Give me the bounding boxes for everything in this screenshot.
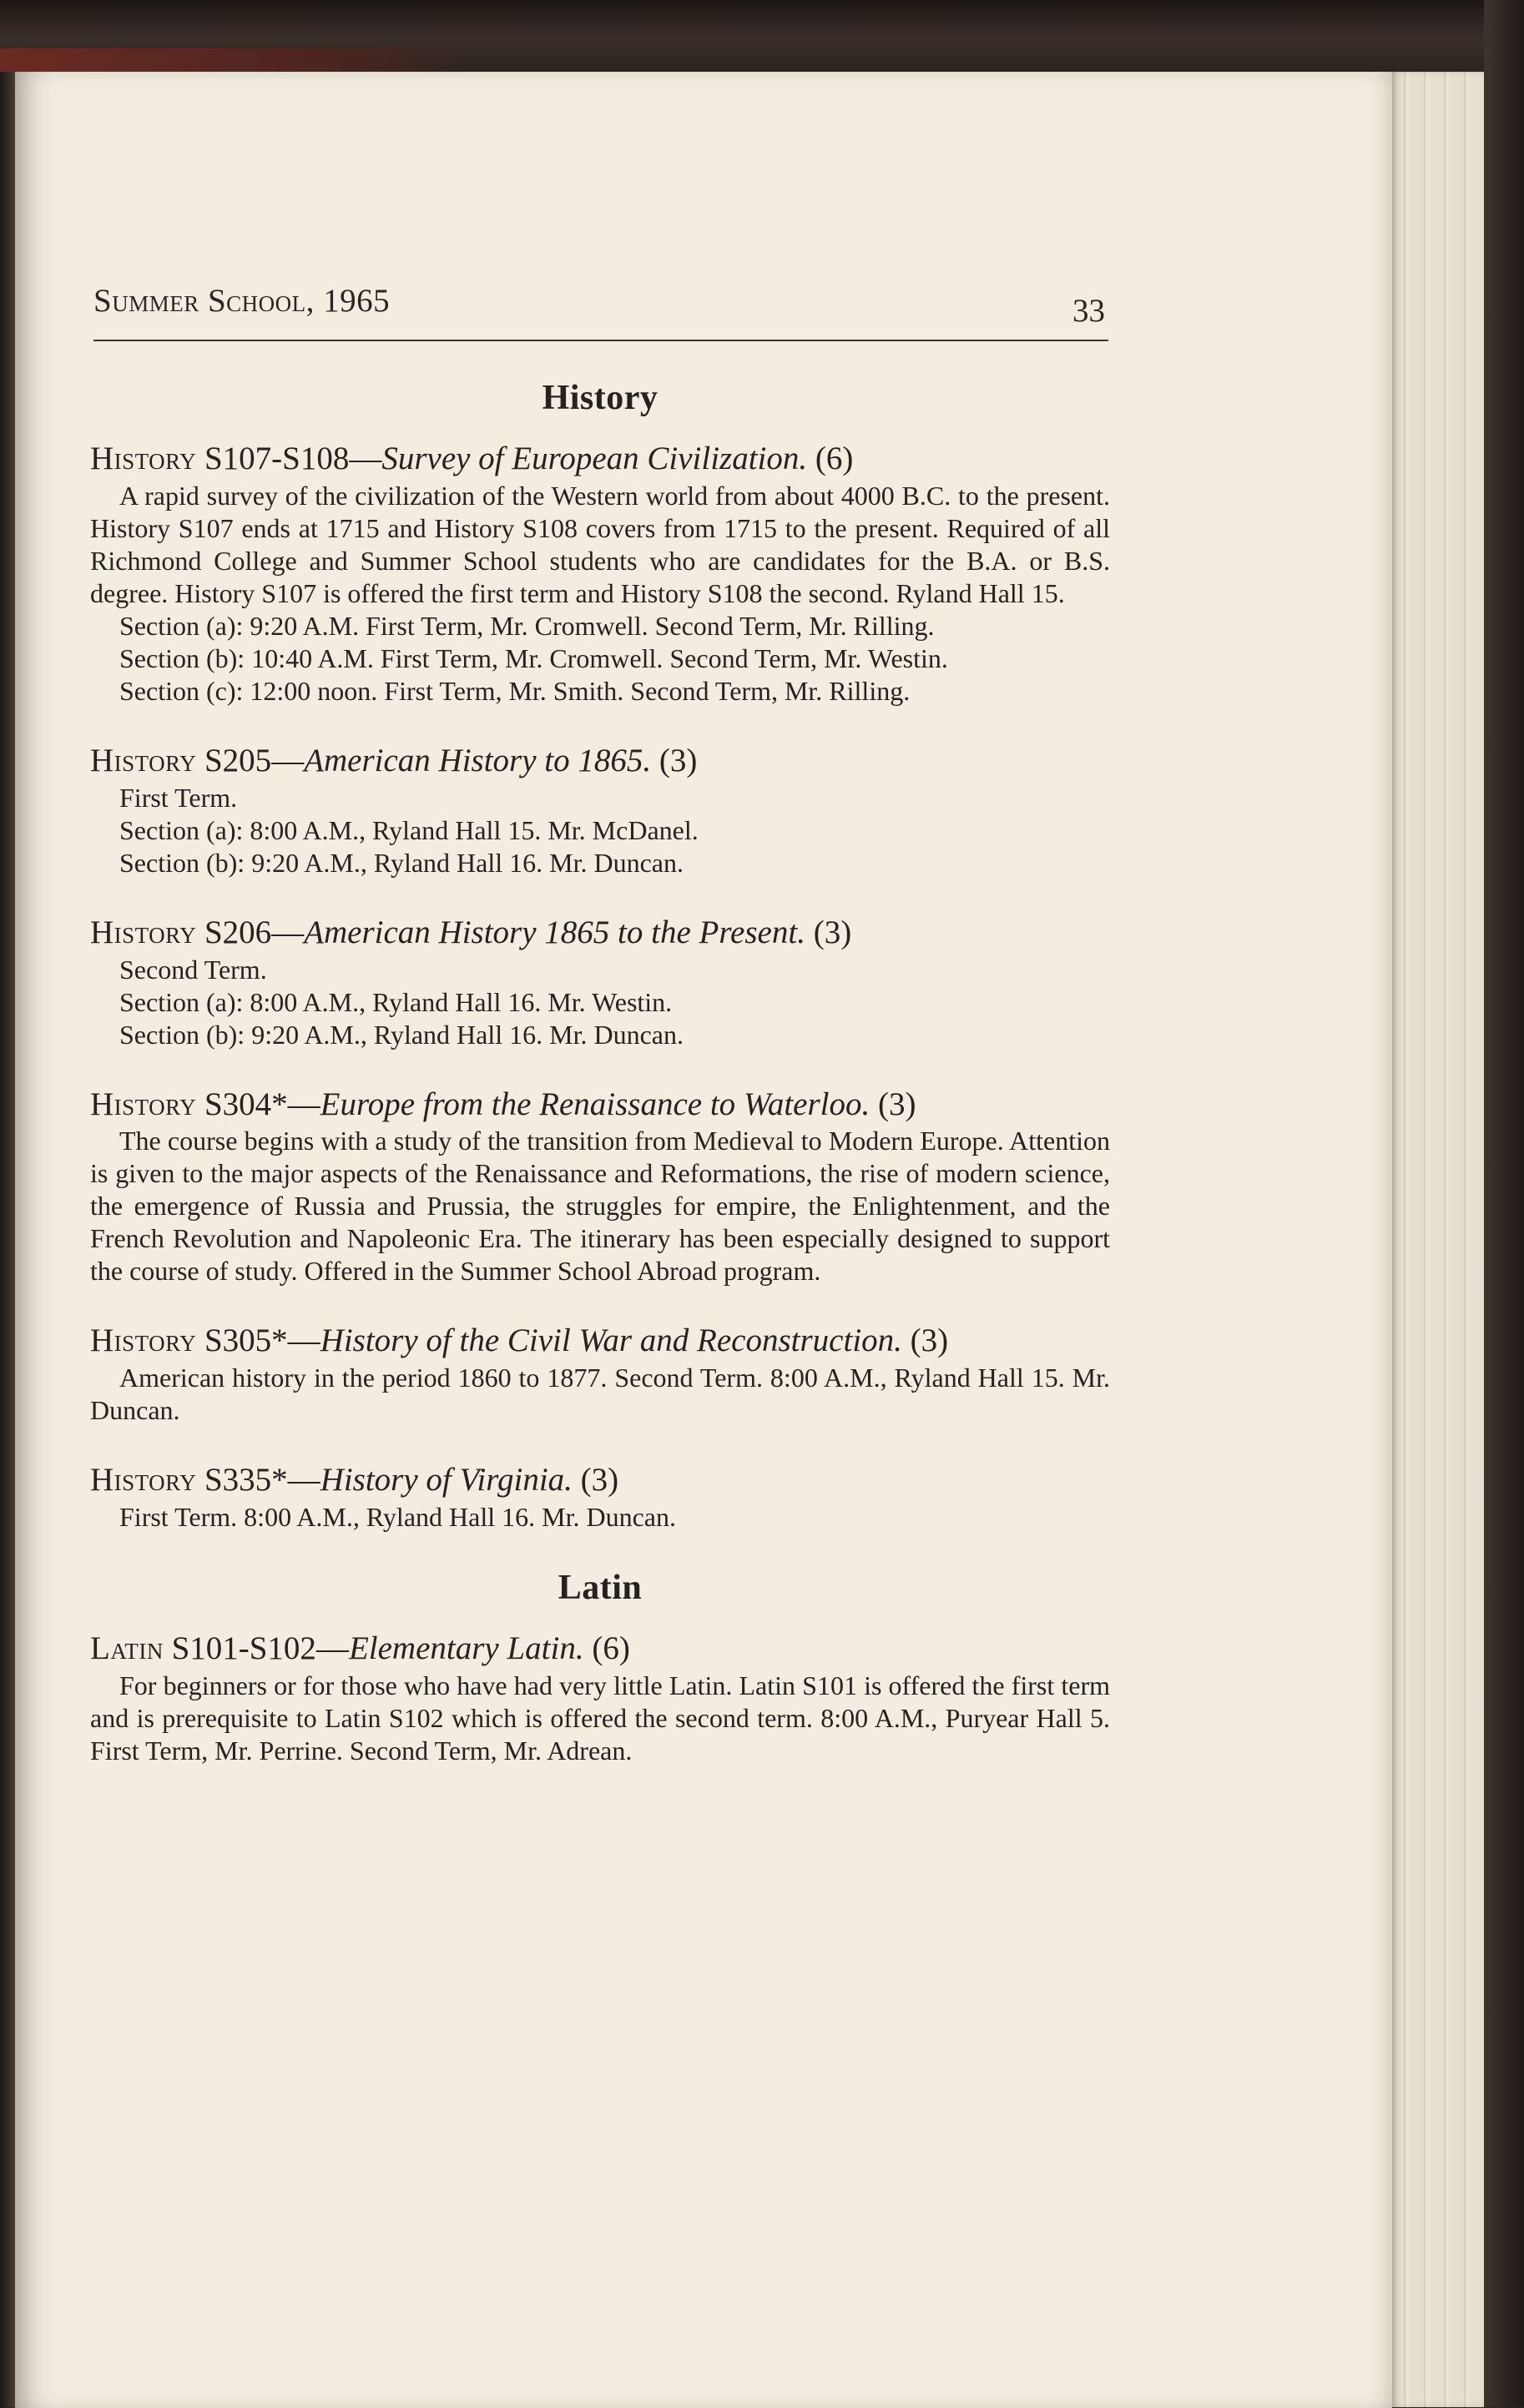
course-title: History of Virginia. [320, 1462, 573, 1499]
page-number: 33 [1072, 293, 1105, 329]
course-title: Europe from the Renaissance to Waterloo. [320, 1086, 870, 1122]
course-heading: History S206—American History 1865 to the Present. (3) [90, 914, 852, 950]
course-entry [90, 1321, 1110, 1427]
course-entry [90, 1629, 1110, 1767]
course-section-line: Section (b): 10:40 A.M. First Term, Mr. Cromwell. Second Term, Mr. Westin. [119, 643, 948, 674]
course-section-line: Section (c): 12:00 noon. First Term, Mr. Smith. Second Term, Mr. Rilling. [119, 676, 911, 707]
course-dept: Latin [90, 1630, 164, 1667]
course-credits: (3) [580, 1462, 619, 1499]
course-description: For beginners or for those who have had very little Latin. Latin S101 is offered the first term and is prerequisite to Latin S102 which is offered the second term. 8:00 A.M., Puryear Hall 5. First Term, Mr. Perrine. Second Term, Mr. Adrean. [90, 1670, 1110, 1766]
course-number: S206 [204, 914, 272, 950]
course-heading: History S335*—History of Virginia. (3) [90, 1462, 619, 1499]
course-number: S205 [204, 743, 272, 779]
course-title: Elementary Latin. [348, 1630, 584, 1667]
course-number: S305* [204, 1322, 288, 1359]
course-entry [90, 439, 1110, 708]
course-heading: History S107-S108—Survey of European Civilization. (6) [90, 441, 854, 477]
course-heading: History S304*—Europe from the Renaissance to Waterloo. (3) [90, 1086, 916, 1122]
course-detail-line: Section (b): 9:20 A.M., Ryland Hall 16. Mr. Duncan. [119, 847, 684, 878]
course-description: The course begins with a study of the transition from Medieval to Modern Europe. Attention is given to the major aspects of the Renaissance and Reformations, the rise of modern science, the emergence of Russia and Prussia, the struggles for empire, the Enlightenment, and the French Revolution and Napoleonic Era. The itinerary has been especially designed to support the course of study. Offered in the Summer School Abroad program. [90, 1126, 1110, 1287]
binding-stripe [0, 48, 467, 73]
course-credits: (3) [910, 1322, 949, 1359]
course-number: S335* [204, 1462, 288, 1499]
course-dept: History [90, 1086, 197, 1122]
course-dept: History [90, 1462, 197, 1499]
course-credits: (6) [592, 1630, 630, 1667]
course-heading: History S305*—History of the Civil War and Reconstruction. (3) [90, 1322, 949, 1359]
course-number: S101-S102 [171, 1630, 316, 1667]
course-heading: History S205—American History to 1865. (3) [90, 743, 698, 779]
course-entry [90, 913, 1110, 1051]
course-dept: History [90, 914, 197, 950]
course-credits: (3) [659, 743, 698, 779]
course-section-line: Section (a): 9:20 A.M. First Term, Mr. Cromwell. Second Term, Mr. Rilling. [119, 611, 935, 642]
running-title: Summer School, 1965 [93, 283, 391, 319]
course-description: American history in the period 1860 to 1877. Second Term. 8:00 A.M., Ryland Hall 15. Mr. Duncan. [90, 1363, 1110, 1426]
course-dept: History [90, 743, 197, 779]
course-credits: (3) [878, 1086, 916, 1122]
course-number: S304* [204, 1086, 288, 1122]
course-detail-line: Section (b): 9:20 A.M., Ryland Hall 16. Mr. Duncan. [119, 1019, 684, 1050]
course-title: American History 1865 to the Present. [304, 914, 805, 950]
page-edges [1392, 72, 1484, 2407]
course-number: S107-S108 [204, 441, 350, 477]
course-entry [90, 741, 1110, 879]
header-rule [93, 340, 1108, 341]
course-detail-line: First Term. [119, 782, 238, 813]
course-credits: (6) [815, 441, 854, 477]
course-title: Survey of European Civilization. [381, 441, 808, 477]
course-entry [90, 1460, 1110, 1534]
book-binding-left [0, 72, 15, 2407]
course-dept: History [90, 1322, 197, 1359]
book-cover-right [1484, 0, 1524, 2407]
page-header [93, 282, 1105, 332]
page-content [90, 359, 1110, 1767]
course-heading: Latin S101-S102—Elementary Latin. (6) [90, 1630, 630, 1667]
course-credits: (3) [813, 914, 852, 950]
course-description: A rapid survey of the civilization of the Western world from about 4000 B.C. to the present. History S107 ends at 1715 and History S108 covers from 1715 to the present. Required of all Richmond College and Summer School students who are candidates for the B.A. or B.S. degree. History S107 is offered the first term and History S108 the second. Ryland Hall 15. [90, 481, 1110, 609]
course-title: History of the Civil War and Reconstruction. [320, 1322, 902, 1359]
course-detail-line: Second Term. [119, 954, 267, 985]
course-title: American History to 1865. [304, 743, 652, 779]
course-detail-line: Section (a): 8:00 A.M., Ryland Hall 16. Mr. Westin. [119, 986, 673, 1017]
course-dept: History [90, 441, 197, 477]
course-detail-line: First Term. 8:00 A.M., Ryland Hall 16. Mr. Duncan. [119, 1501, 676, 1532]
course-entry [90, 1085, 1110, 1288]
book-top-edge [0, 0, 1524, 83]
section-title: Latin [558, 1568, 643, 1607]
section-title: History [542, 379, 659, 417]
course-detail-line: Section (a): 8:00 A.M., Ryland Hall 15. Mr. McDanel. [119, 814, 699, 845]
